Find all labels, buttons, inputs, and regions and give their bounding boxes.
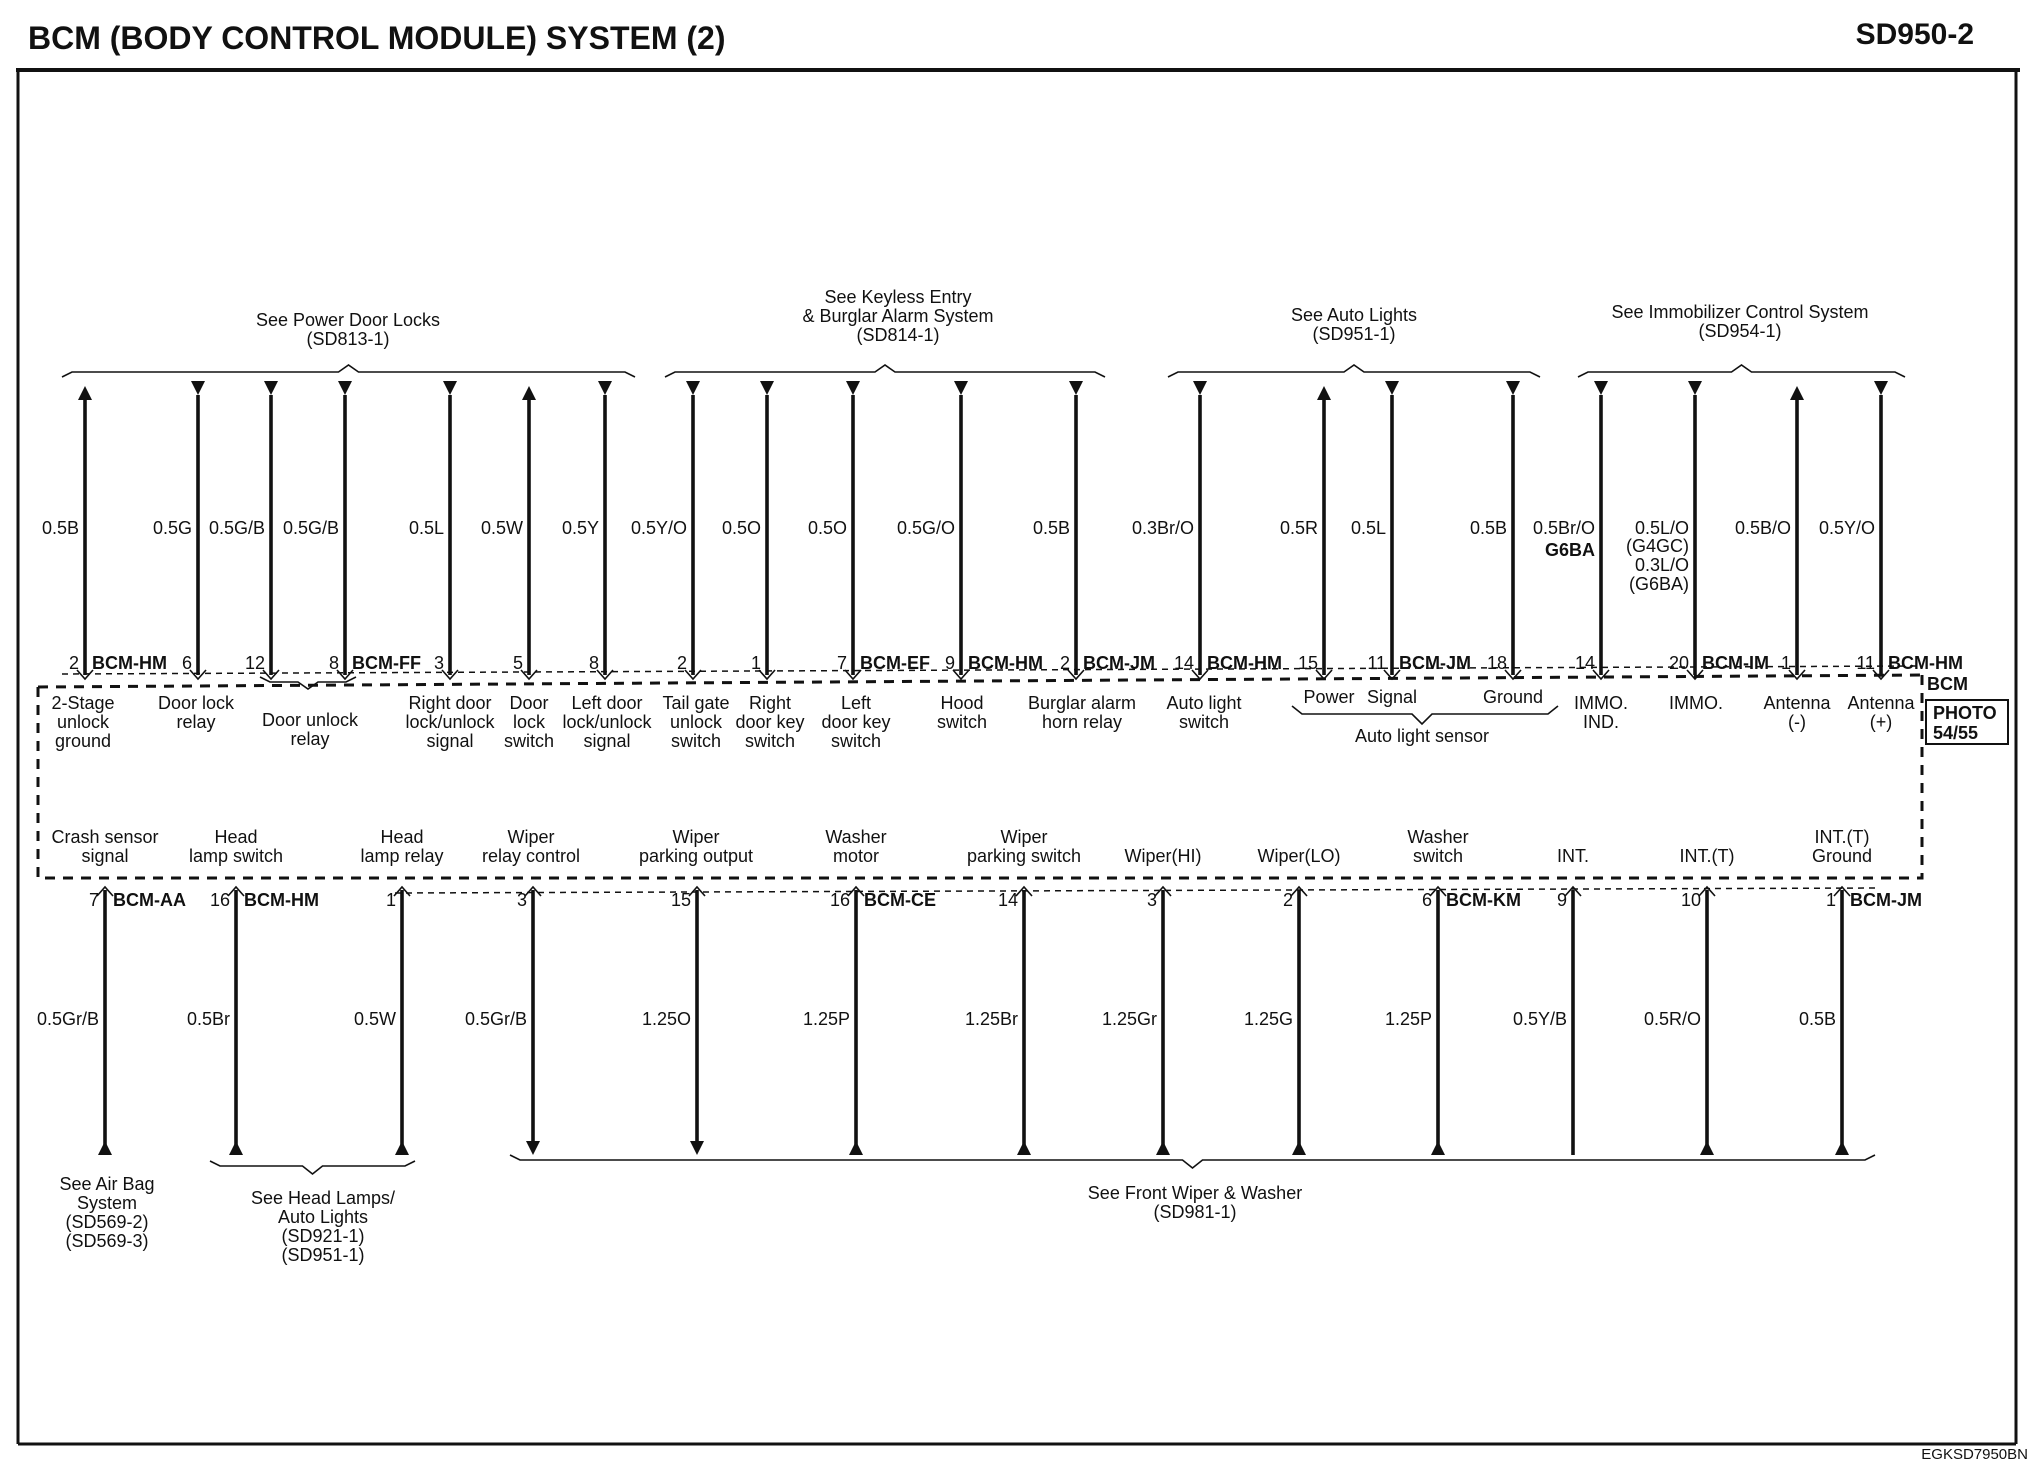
signal-in-arrow	[1688, 381, 1702, 395]
wire-color-label: 0.5W	[480, 518, 523, 538]
pin-number: 11	[1856, 653, 1875, 673]
auto-light-sensor-brace	[1292, 706, 1558, 724]
function-label: unlock	[669, 712, 723, 732]
wire-variant-label: 0.3L/O	[1634, 555, 1689, 575]
function-label: Hood	[940, 693, 984, 713]
function-label: Right door	[408, 693, 492, 713]
wire-color-label: 0.3Br/O	[1131, 518, 1194, 538]
pin-number: 15	[670, 890, 691, 910]
pin-number: 1	[750, 653, 761, 673]
function-label: Wiper	[507, 827, 555, 847]
connector-id: BCM-KM	[1446, 890, 1521, 910]
function-label: IND.	[1583, 712, 1619, 732]
function-label: relay	[290, 729, 330, 749]
function-label: Door lock	[157, 693, 235, 713]
pin-number: 14	[1173, 653, 1194, 673]
wire-color-label: 1.25P	[802, 1009, 850, 1029]
function-label: Crash sensor	[51, 827, 159, 847]
connector-pin-rule	[395, 888, 1880, 893]
function-label: horn relay	[1041, 712, 1123, 732]
function-label: Ground	[1811, 846, 1873, 866]
wire-color-label: 0.5G	[152, 518, 192, 538]
connector-id: BCM-EF	[860, 653, 930, 673]
bcm-module-label: BCM	[1927, 674, 1968, 694]
bottom-reference-label: (SD951-1)	[281, 1245, 365, 1265]
connector-id: BCM-FF	[352, 653, 421, 673]
function-label: IMMO.	[1669, 693, 1723, 713]
wire-color-label: 1.25G	[1243, 1009, 1293, 1029]
pin-number: 2	[1059, 653, 1070, 673]
signal-in-arrow	[1385, 381, 1399, 395]
pin-number: 2	[676, 653, 687, 673]
signal-in-arrow	[760, 381, 774, 395]
function-label: Auto light	[1166, 693, 1242, 713]
function-label: 2-Stage	[51, 693, 115, 713]
top-reference-label: (SD951-1)	[1312, 324, 1396, 344]
page-title: BCM (BODY CONTROL MODULE) SYSTEM (2)	[28, 20, 726, 56]
top-reference-label: See Auto Lights	[1290, 305, 1418, 325]
signal-in-arrow	[1835, 1141, 1849, 1155]
connector-id: BCM-JM	[1850, 890, 1922, 910]
function-label: switch	[503, 731, 555, 751]
pin-number: 3	[433, 653, 444, 673]
signal-in-arrow	[98, 1141, 112, 1155]
function-label: Burglar alarm	[1027, 693, 1137, 713]
function-label: switch	[936, 712, 988, 732]
function-label: ground	[54, 731, 112, 751]
top-reference-label: See Keyless Entry	[824, 287, 972, 307]
function-label: signal	[583, 731, 631, 751]
auto-light-sensor-label: Auto light sensor	[1354, 726, 1490, 746]
wire-color-label: 1.25O	[641, 1009, 691, 1029]
wire-color-label: 0.5R	[1279, 518, 1318, 538]
function-label: Antenna	[1763, 693, 1831, 713]
top-reference-label: (SD954-1)	[1698, 321, 1782, 341]
bottom-reference-brace	[510, 1155, 1875, 1168]
top-reference-brace	[665, 365, 1105, 377]
page-code: SD950-2	[1855, 18, 1974, 51]
signal-in-arrow	[338, 381, 352, 395]
function-label: lock/unlock	[405, 712, 495, 732]
function-label: Door	[509, 693, 549, 713]
function-label: Left door	[571, 693, 643, 713]
top-reference-brace	[62, 365, 635, 377]
door-unlock-relay-brace	[260, 677, 356, 689]
pin-number: 7	[836, 653, 847, 673]
signal-in-arrow	[264, 381, 278, 395]
function-label: signal	[426, 731, 474, 751]
top-reference-label: & Burglar Alarm System	[802, 306, 994, 326]
top-reference-brace	[1168, 365, 1540, 377]
pin-number: 9	[944, 653, 955, 673]
wire-color-label: 1.25P	[1384, 1009, 1432, 1029]
photo-pages: 54/55	[1933, 723, 1979, 743]
function-label: switch	[830, 731, 882, 751]
function-label: Antenna	[1847, 693, 1915, 713]
bottom-reference-label: (SD981-1)	[1153, 1202, 1237, 1222]
connector-id: BCM-JM	[1083, 653, 1155, 673]
wire-color-label: 0.5B	[1798, 1009, 1836, 1029]
function-label: Ground	[1482, 687, 1544, 707]
pin-number: 6	[181, 653, 192, 673]
wire-color-label: 0.5Y/B	[1512, 1009, 1567, 1029]
signal-in-arrow	[1156, 1141, 1170, 1155]
signal-out-arrow	[690, 1141, 704, 1155]
signal-in-arrow	[1594, 381, 1608, 395]
wire-color-label: 0.5O	[721, 518, 761, 538]
pin-number: 8	[588, 653, 599, 673]
wire-color-label: 0.5L	[408, 518, 444, 538]
function-label: IMMO.	[1574, 693, 1628, 713]
signal-in-arrow	[849, 1141, 863, 1155]
signal-out-arrow	[522, 386, 536, 400]
wire-color-label: 0.5B	[41, 518, 79, 538]
pin-number: 3	[1146, 890, 1157, 910]
signal-out-arrow	[526, 1141, 540, 1155]
signal-in-arrow	[1292, 1141, 1306, 1155]
function-label: Washer	[1407, 827, 1469, 847]
wire-color-label: 0.5Gr/B	[36, 1009, 99, 1029]
pin-number: 10	[1680, 890, 1701, 910]
function-label: Wiper	[672, 827, 720, 847]
wire-color-label: 1.25Gr	[1101, 1009, 1157, 1029]
wire-color-label: 0.5Gr/B	[464, 1009, 527, 1029]
pin-number: 14	[997, 890, 1018, 910]
wire-color-label: 0.5Y/O	[630, 518, 687, 538]
pin-number: 9	[1556, 890, 1567, 910]
signal-out-arrow	[78, 386, 92, 400]
signal-in-arrow	[1431, 1141, 1445, 1155]
function-label: Head	[214, 827, 258, 847]
function-label: Head	[380, 827, 424, 847]
pin-number: 2	[68, 653, 79, 673]
connector-id: BCM-HM	[1207, 653, 1282, 673]
function-label: lamp relay	[360, 846, 444, 866]
function-label: Wiper	[1000, 827, 1048, 847]
signal-in-arrow	[1017, 1141, 1031, 1155]
function-label: INT.(T)	[1679, 846, 1735, 866]
signal-in-arrow	[1069, 381, 1083, 395]
wire-variant-label: G6BA	[1544, 540, 1595, 560]
signal-in-arrow	[686, 381, 700, 395]
connector-id: BCM-HM	[968, 653, 1043, 673]
wire-color-label: 0.5L/O	[1634, 518, 1689, 538]
function-label: lock/unlock	[562, 712, 652, 732]
pin-number: 20	[1668, 653, 1689, 673]
wire-color-label: 0.5W	[353, 1009, 396, 1029]
function-label: INT.(T)	[1814, 827, 1870, 847]
wire-variant-label: (G6BA)	[1628, 574, 1689, 594]
signal-out-arrow	[1317, 386, 1331, 400]
pin-number: 1	[1825, 890, 1836, 910]
connector-id: BCM-CE	[864, 890, 936, 910]
function-label: (-)	[1788, 712, 1806, 732]
pin-number: 1	[1780, 653, 1791, 673]
function-label: Washer	[825, 827, 887, 847]
signal-in-arrow	[1874, 381, 1888, 395]
wire-variant-label: (G4GC)	[1626, 536, 1689, 556]
function-label: unlock	[56, 712, 110, 732]
function-label: (+)	[1869, 712, 1893, 732]
wire-color-label: 0.5B/O	[1734, 518, 1791, 538]
signal-in-arrow	[443, 381, 457, 395]
connector-id: BCM-HM	[1888, 653, 1963, 673]
wire-color-label: 0.5B	[1469, 518, 1507, 538]
function-label: Power	[1303, 687, 1355, 707]
function-label: Left	[840, 693, 872, 713]
top-reference-brace	[1578, 365, 1905, 377]
function-label: INT.	[1556, 846, 1590, 866]
signal-in-arrow	[598, 381, 612, 395]
function-label: Signal	[1366, 687, 1418, 707]
signal-out-arrow	[1790, 386, 1804, 400]
pin-number: 12	[244, 653, 265, 673]
wire-color-label: 1.25Br	[964, 1009, 1018, 1029]
top-reference-label: (SD813-1)	[306, 329, 390, 349]
function-label: switch	[744, 731, 796, 751]
wire-color-label: 0.5Y/O	[1818, 518, 1875, 538]
function-label: signal	[81, 846, 129, 866]
pin-number: 8	[328, 653, 339, 673]
wire-color-label: 0.5Br	[186, 1009, 230, 1029]
function-label: relay control	[481, 846, 581, 866]
bottom-reference-label: (SD921-1)	[281, 1226, 365, 1246]
function-label: Wiper(HI)	[1124, 846, 1202, 866]
bottom-reference-label: Auto Lights	[277, 1207, 369, 1227]
top-reference-label: (SD814-1)	[856, 325, 940, 345]
bottom-reference-label: See Front Wiper & Washer	[1087, 1183, 1303, 1203]
footer-code: EGKSD7950BN	[1921, 1446, 2028, 1463]
pin-number: 5	[512, 653, 523, 673]
bottom-reference-label: See Air Bag	[59, 1174, 155, 1194]
top-reference-label: See Power Door Locks	[255, 310, 441, 330]
bottom-reference-label: See Head Lamps/	[250, 1188, 396, 1208]
signal-in-arrow	[1506, 381, 1520, 395]
signal-in-arrow	[229, 1141, 243, 1155]
connector-id: BCM-IM	[1702, 653, 1769, 673]
connector-id: BCM-JM	[1399, 653, 1471, 673]
pin-number: 11	[1367, 653, 1386, 673]
wire-color-label: 0.5O	[807, 518, 847, 538]
function-label: lock	[512, 712, 546, 732]
signal-in-arrow	[954, 381, 968, 395]
wire-color-label: 0.5Y	[561, 518, 599, 538]
signal-in-arrow	[1193, 381, 1207, 395]
pin-number: 16	[209, 890, 230, 910]
bottom-reference-label: (SD569-3)	[65, 1231, 149, 1251]
bottom-reference-label: (SD569-2)	[65, 1212, 149, 1232]
bcm-module-top-edge	[38, 675, 1922, 687]
photo-label: PHOTO	[1933, 703, 1997, 723]
wire-color-label: 0.5R/O	[1643, 1009, 1701, 1029]
function-label: motor	[832, 846, 880, 866]
top-reference-label: See Immobilizer Control System	[1611, 302, 1869, 322]
connector-id: BCM-HM	[92, 653, 167, 673]
bottom-reference-brace	[210, 1161, 415, 1174]
function-label: Right	[748, 693, 792, 713]
function-label: switch	[1178, 712, 1230, 732]
wire-color-label: 0.5Br/O	[1532, 518, 1595, 538]
signal-in-arrow	[191, 381, 205, 395]
function-label: door key	[735, 712, 805, 732]
pin-number: 1	[385, 890, 396, 910]
function-label: door key	[821, 712, 891, 732]
pin-number: 15	[1297, 653, 1318, 673]
function-label: Wiper(LO)	[1257, 846, 1341, 866]
wire-color-label: 0.5G/B	[208, 518, 265, 538]
bottom-reference-label: System	[76, 1193, 138, 1213]
function-label: switch	[1412, 846, 1464, 866]
function-label: Tail gate	[662, 693, 730, 713]
signal-in-arrow	[846, 381, 860, 395]
function-label: parking switch	[966, 846, 1082, 866]
signal-in-arrow	[395, 1141, 409, 1155]
connector-id: BCM-HM	[244, 890, 319, 910]
wire-color-label: 0.5G/B	[282, 518, 339, 538]
pin-number: 3	[516, 890, 527, 910]
function-label: parking output	[638, 846, 754, 866]
wire-color-label: 0.5L	[1350, 518, 1386, 538]
signal-in-arrow	[1700, 1141, 1714, 1155]
function-label: Door unlock	[261, 710, 359, 730]
pin-number: 18	[1486, 653, 1507, 673]
pin-number: 2	[1282, 890, 1293, 910]
wire-color-label: 0.5G/O	[896, 518, 955, 538]
function-label: relay	[176, 712, 216, 732]
pin-number: 14	[1574, 653, 1595, 673]
wire-color-label: 0.5B	[1032, 518, 1070, 538]
function-label: lamp switch	[188, 846, 284, 866]
connector-id: BCM-AA	[113, 890, 186, 910]
pin-number: 16	[829, 890, 850, 910]
function-label: switch	[670, 731, 722, 751]
pin-number: 6	[1421, 890, 1432, 910]
pin-number: 7	[88, 890, 99, 910]
